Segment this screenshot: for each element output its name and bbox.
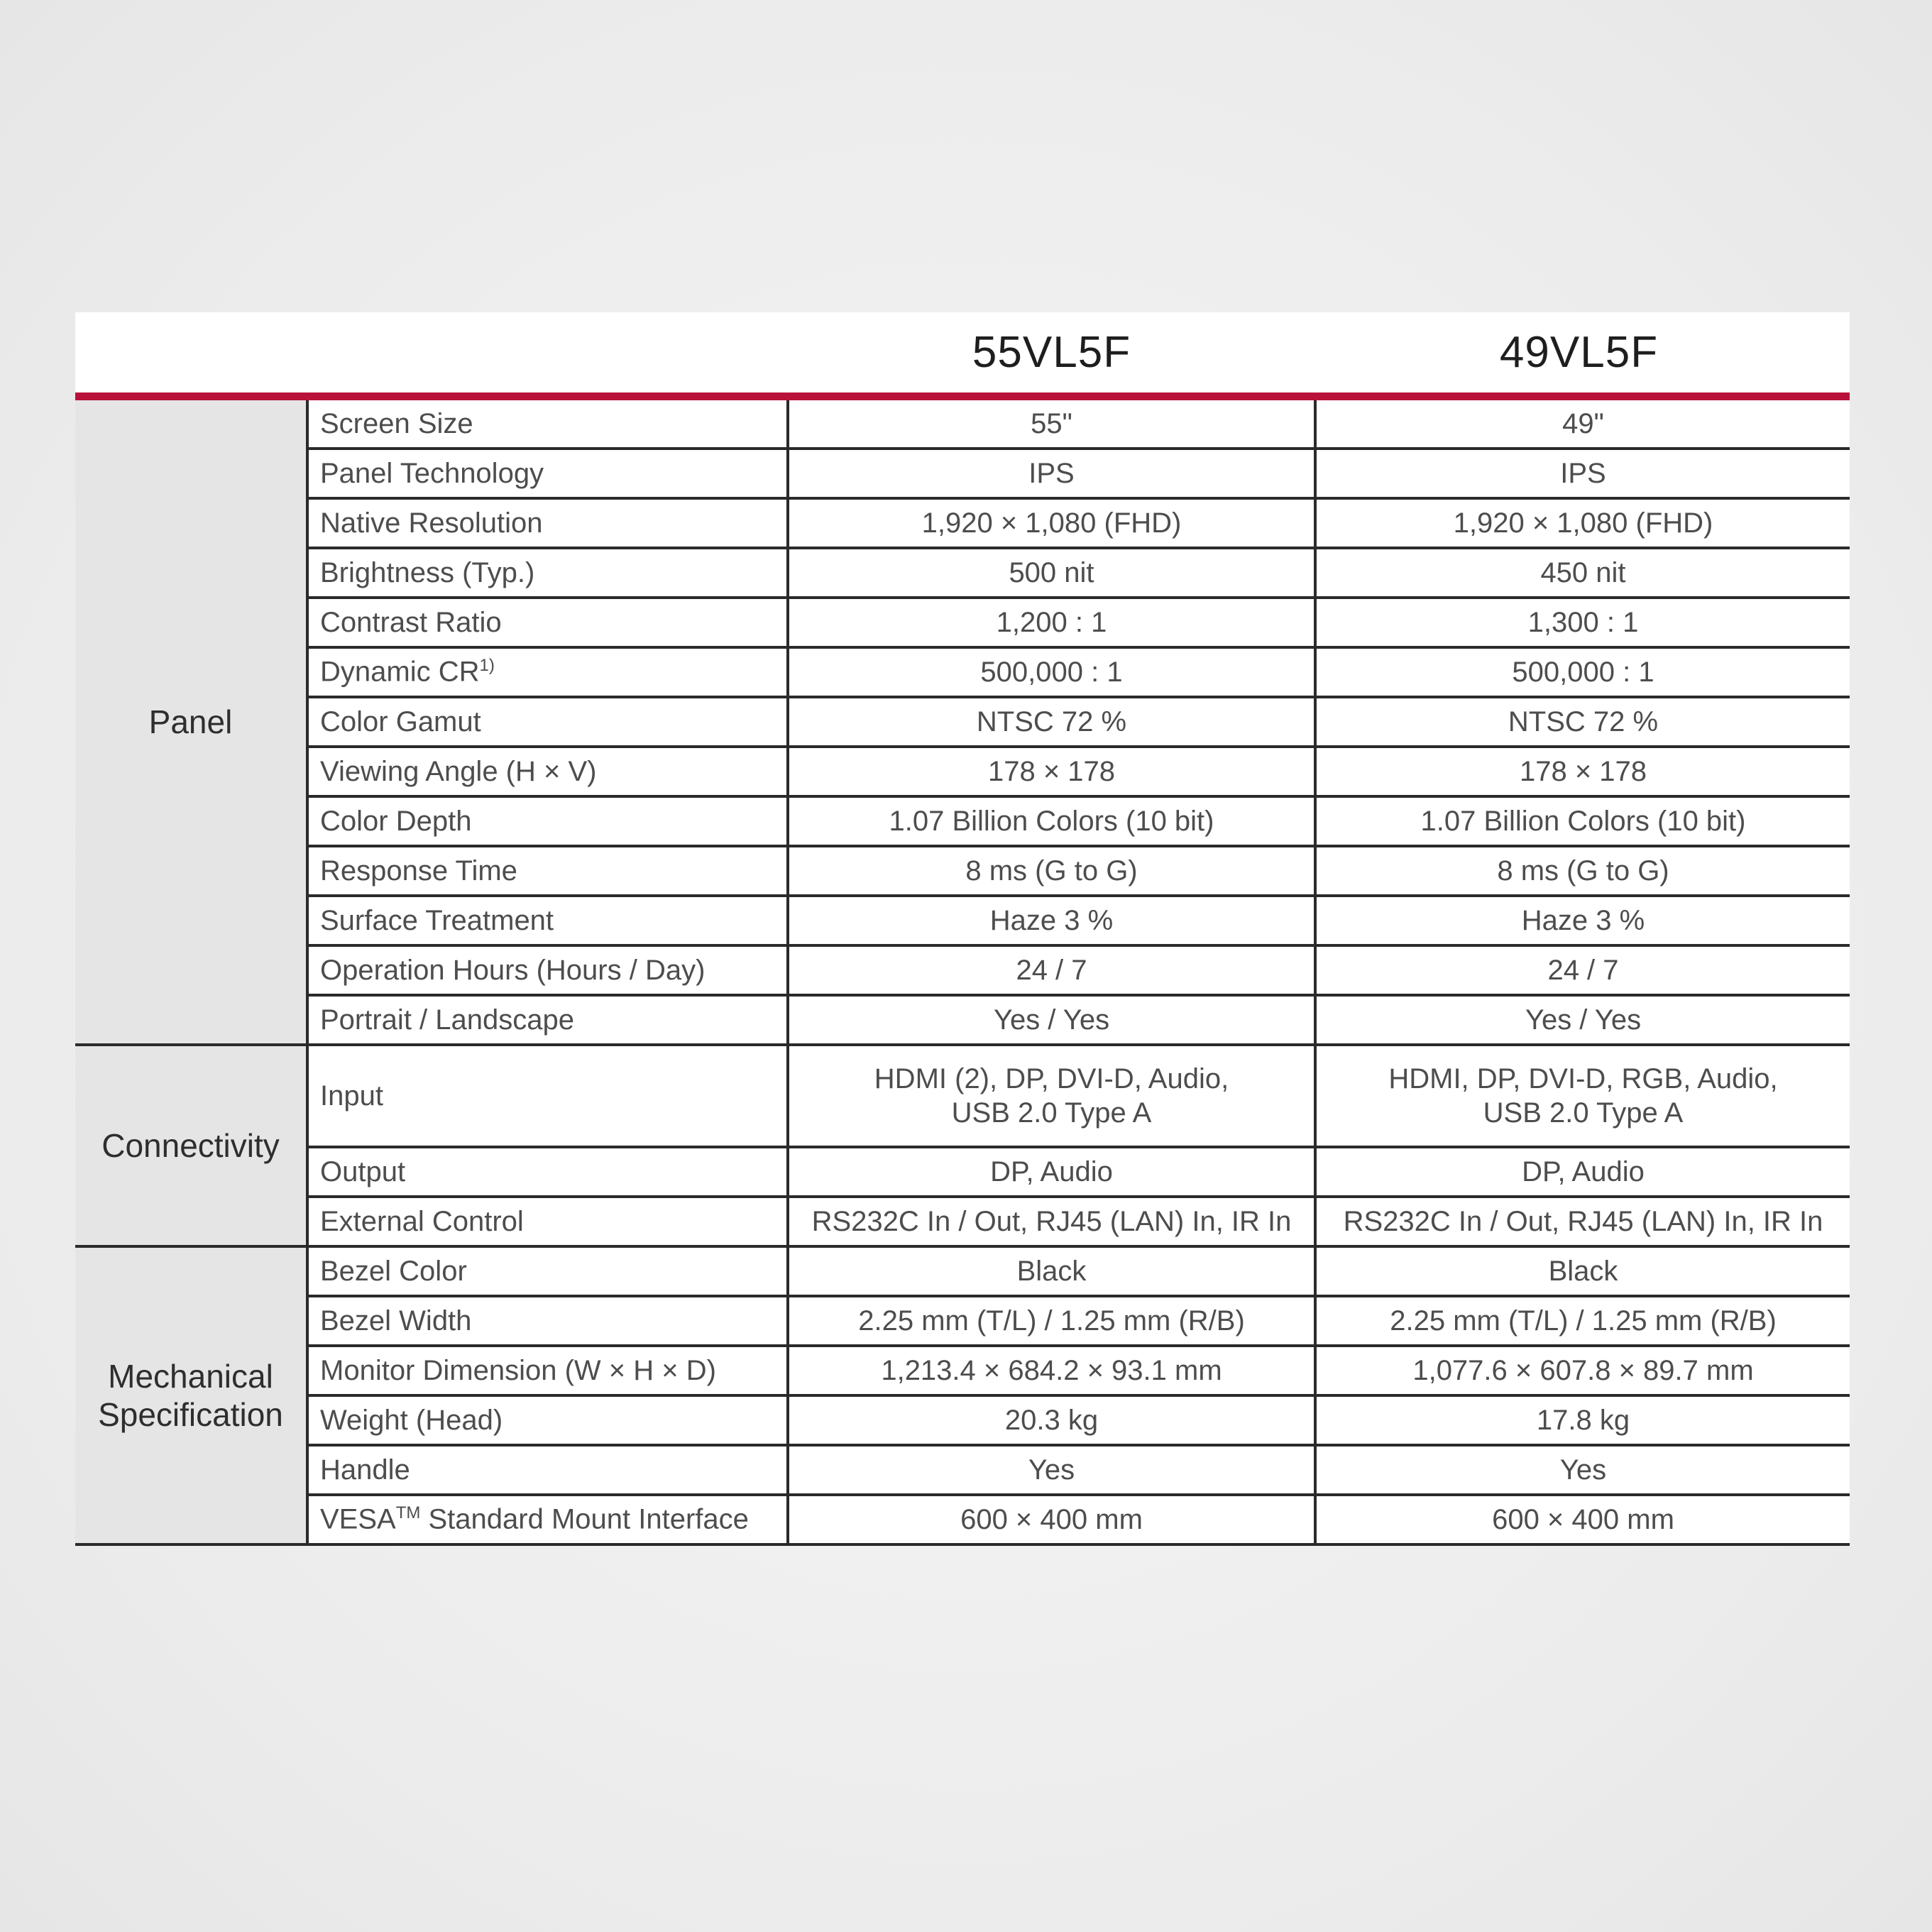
spec-value-49vl5f: 2.25 mm (T/L) / 1.25 mm (R/B) bbox=[1315, 1296, 1850, 1346]
spec-label bbox=[307, 449, 788, 498]
spec-row bbox=[75, 1197, 1850, 1246]
spec-label bbox=[307, 1395, 788, 1445]
spec-label bbox=[307, 1197, 788, 1246]
spec-value-49vl5f: 1.07 Billion Colors (10 bit) bbox=[1315, 796, 1850, 846]
spec-row bbox=[75, 548, 1850, 598]
spec-value-55vl5f: IPS bbox=[788, 449, 1315, 498]
spec-value-49vl5f: Black bbox=[1315, 1246, 1850, 1296]
spec-label bbox=[307, 796, 788, 846]
spec-value-49vl5f: 178 × 178 bbox=[1315, 747, 1850, 796]
spec-row bbox=[75, 598, 1850, 647]
spec-label bbox=[307, 1346, 788, 1395]
spec-row bbox=[75, 1395, 1850, 1445]
spec-label bbox=[307, 498, 788, 548]
category-cell: Connectivity bbox=[75, 1045, 307, 1246]
spec-label bbox=[307, 1445, 788, 1495]
spec-label-text: Color Depth bbox=[320, 805, 472, 837]
spec-value-49vl5f: 24 / 7 bbox=[1315, 945, 1850, 995]
spec-value-55vl5f: 1,213.4 × 684.2 × 93.1 mm bbox=[788, 1346, 1315, 1395]
spec-label-superscript: TM bbox=[395, 1503, 421, 1523]
spec-value-55vl5f: HDMI (2), DP, DVI-D, Audio, USB 2.0 Type A bbox=[788, 1045, 1315, 1147]
spec-value-55vl5f: 1,920 × 1,080 (FHD) bbox=[788, 498, 1315, 548]
spec-value-55vl5f: 8 ms (G to G) bbox=[788, 846, 1315, 896]
spec-label-text: Brightness (Typ.) bbox=[320, 556, 535, 588]
spec-label bbox=[307, 945, 788, 995]
spec-row bbox=[75, 498, 1850, 548]
spec-label-text: Surface Treatment bbox=[320, 904, 554, 936]
spec-value-55vl5f: 178 × 178 bbox=[788, 747, 1315, 796]
header-accent-line bbox=[75, 393, 1850, 400]
spec-value-49vl5f: 450 nit bbox=[1315, 548, 1850, 598]
spec-value-55vl5f: 20.3 kg bbox=[788, 1395, 1315, 1445]
category-cell: Mechanical Specification bbox=[75, 1246, 307, 1544]
spec-row bbox=[75, 796, 1850, 846]
spec-sheet bbox=[75, 312, 1850, 1546]
spec-value-55vl5f: Haze 3 % bbox=[788, 896, 1315, 945]
spec-label bbox=[307, 747, 788, 796]
spec-row bbox=[75, 1346, 1850, 1395]
model-name-55vl5f: 55VL5F bbox=[972, 328, 1131, 377]
spec-label-text: Screen Size bbox=[320, 407, 473, 439]
spec-label bbox=[307, 1147, 788, 1197]
spec-value-49vl5f: 1,077.6 × 607.8 × 89.7 mm bbox=[1315, 1346, 1850, 1395]
spec-label bbox=[307, 846, 788, 896]
category-cell: Panel bbox=[75, 400, 307, 1045]
spec-label-text: Viewing Angle (H × V) bbox=[320, 755, 597, 787]
spec-value-49vl5f: HDMI, DP, DVI-D, RGB, Audio, USB 2.0 Type A bbox=[1315, 1045, 1850, 1147]
spec-value-55vl5f: Yes bbox=[788, 1445, 1315, 1495]
spec-value-49vl5f: 1,300 : 1 bbox=[1315, 598, 1850, 647]
spec-table bbox=[75, 400, 1850, 1546]
spec-label-suffix: Standard Mount Interface bbox=[420, 1503, 749, 1535]
spec-label bbox=[307, 647, 788, 697]
spec-label bbox=[307, 1296, 788, 1346]
spec-label bbox=[307, 548, 788, 598]
spec-label-text: Monitor Dimension (W × H × D) bbox=[320, 1354, 716, 1386]
spec-label-text: Weight (Head) bbox=[320, 1404, 503, 1436]
spec-label-text: Handle bbox=[320, 1454, 410, 1486]
spec-label-text: Input bbox=[320, 1080, 383, 1112]
spec-label bbox=[307, 1045, 788, 1147]
spec-value-49vl5f: Yes / Yes bbox=[1315, 995, 1850, 1045]
spec-value-55vl5f: NTSC 72 % bbox=[788, 697, 1315, 747]
spec-row bbox=[75, 945, 1850, 995]
spec-row bbox=[75, 1045, 1850, 1147]
spec-label bbox=[307, 400, 788, 449]
spec-value-55vl5f: 2.25 mm (T/L) / 1.25 mm (R/B) bbox=[788, 1296, 1315, 1346]
spec-row bbox=[75, 1147, 1850, 1197]
spec-label-text: Operation Hours (Hours / Day) bbox=[320, 954, 706, 986]
spec-value-55vl5f: DP, Audio bbox=[788, 1147, 1315, 1197]
spec-row bbox=[75, 846, 1850, 896]
spec-label bbox=[307, 598, 788, 647]
spec-value-49vl5f: Yes bbox=[1315, 1445, 1850, 1495]
spec-label-text: Dynamic CR bbox=[320, 656, 480, 688]
spec-label-text: Contrast Ratio bbox=[320, 606, 502, 638]
spec-label-text: Response Time bbox=[320, 855, 517, 887]
spec-label bbox=[307, 995, 788, 1045]
spec-value-49vl5f: 8 ms (G to G) bbox=[1315, 846, 1850, 896]
spec-value-49vl5f: Haze 3 % bbox=[1315, 896, 1850, 945]
spec-value-49vl5f: IPS bbox=[1315, 449, 1850, 498]
spec-row bbox=[75, 1445, 1850, 1495]
spec-label bbox=[307, 697, 788, 747]
header-spacer bbox=[75, 312, 788, 393]
spec-label-text: Output bbox=[320, 1156, 406, 1187]
spec-value-55vl5f: 500,000 : 1 bbox=[788, 647, 1315, 697]
spec-value-49vl5f: DP, Audio bbox=[1315, 1147, 1850, 1197]
spec-value-55vl5f: 600 × 400 mm bbox=[788, 1495, 1315, 1544]
spec-value-49vl5f: 1,920 × 1,080 (FHD) bbox=[1315, 498, 1850, 548]
spec-row bbox=[75, 1296, 1850, 1346]
spec-value-49vl5f: 17.8 kg bbox=[1315, 1395, 1850, 1445]
spec-label-text: Bezel Color bbox=[320, 1255, 467, 1287]
spec-row bbox=[75, 1495, 1850, 1544]
spec-value-55vl5f: 55" bbox=[788, 400, 1315, 449]
model-header-row bbox=[75, 312, 1850, 393]
spec-label bbox=[307, 896, 788, 945]
spec-value-49vl5f: 500,000 : 1 bbox=[1315, 647, 1850, 697]
spec-row bbox=[75, 449, 1850, 498]
spec-row bbox=[75, 697, 1850, 747]
spec-value-55vl5f: 1.07 Billion Colors (10 bit) bbox=[788, 796, 1315, 846]
spec-label-text: Portrait / Landscape bbox=[320, 1004, 574, 1036]
spec-value-49vl5f: NTSC 72 % bbox=[1315, 697, 1850, 747]
spec-value-55vl5f: Black bbox=[788, 1246, 1315, 1296]
spec-row bbox=[75, 647, 1850, 697]
spec-row bbox=[75, 896, 1850, 945]
spec-row bbox=[75, 747, 1850, 796]
spec-value-49vl5f: RS232C In / Out, RJ45 (LAN) In, IR In bbox=[1315, 1197, 1850, 1246]
spec-label bbox=[307, 1495, 788, 1544]
spec-value-55vl5f: Yes / Yes bbox=[788, 995, 1315, 1045]
spec-value-49vl5f: 49" bbox=[1315, 400, 1850, 449]
spec-label bbox=[307, 1246, 788, 1296]
spec-row bbox=[75, 1246, 1850, 1296]
spec-label-text: Bezel Width bbox=[320, 1305, 472, 1337]
spec-label-superscript: 1) bbox=[479, 656, 495, 676]
spec-row bbox=[75, 995, 1850, 1045]
spec-label-text: Color Gamut bbox=[320, 706, 481, 737]
spec-value-55vl5f: 24 / 7 bbox=[788, 945, 1315, 995]
spec-value-55vl5f: RS232C In / Out, RJ45 (LAN) In, IR In bbox=[788, 1197, 1315, 1246]
spec-value-55vl5f: 500 nit bbox=[788, 548, 1315, 598]
spec-row bbox=[75, 400, 1850, 449]
spec-label-text: VESA bbox=[320, 1503, 396, 1535]
spec-label-text: Panel Technology bbox=[320, 457, 544, 489]
model-name-49vl5f: 49VL5F bbox=[1499, 328, 1659, 377]
spec-label-text: External Control bbox=[320, 1205, 524, 1237]
spec-value-49vl5f: 600 × 400 mm bbox=[1315, 1495, 1850, 1544]
spec-label-text: Native Resolution bbox=[320, 507, 543, 539]
spec-value-55vl5f: 1,200 : 1 bbox=[788, 598, 1315, 647]
